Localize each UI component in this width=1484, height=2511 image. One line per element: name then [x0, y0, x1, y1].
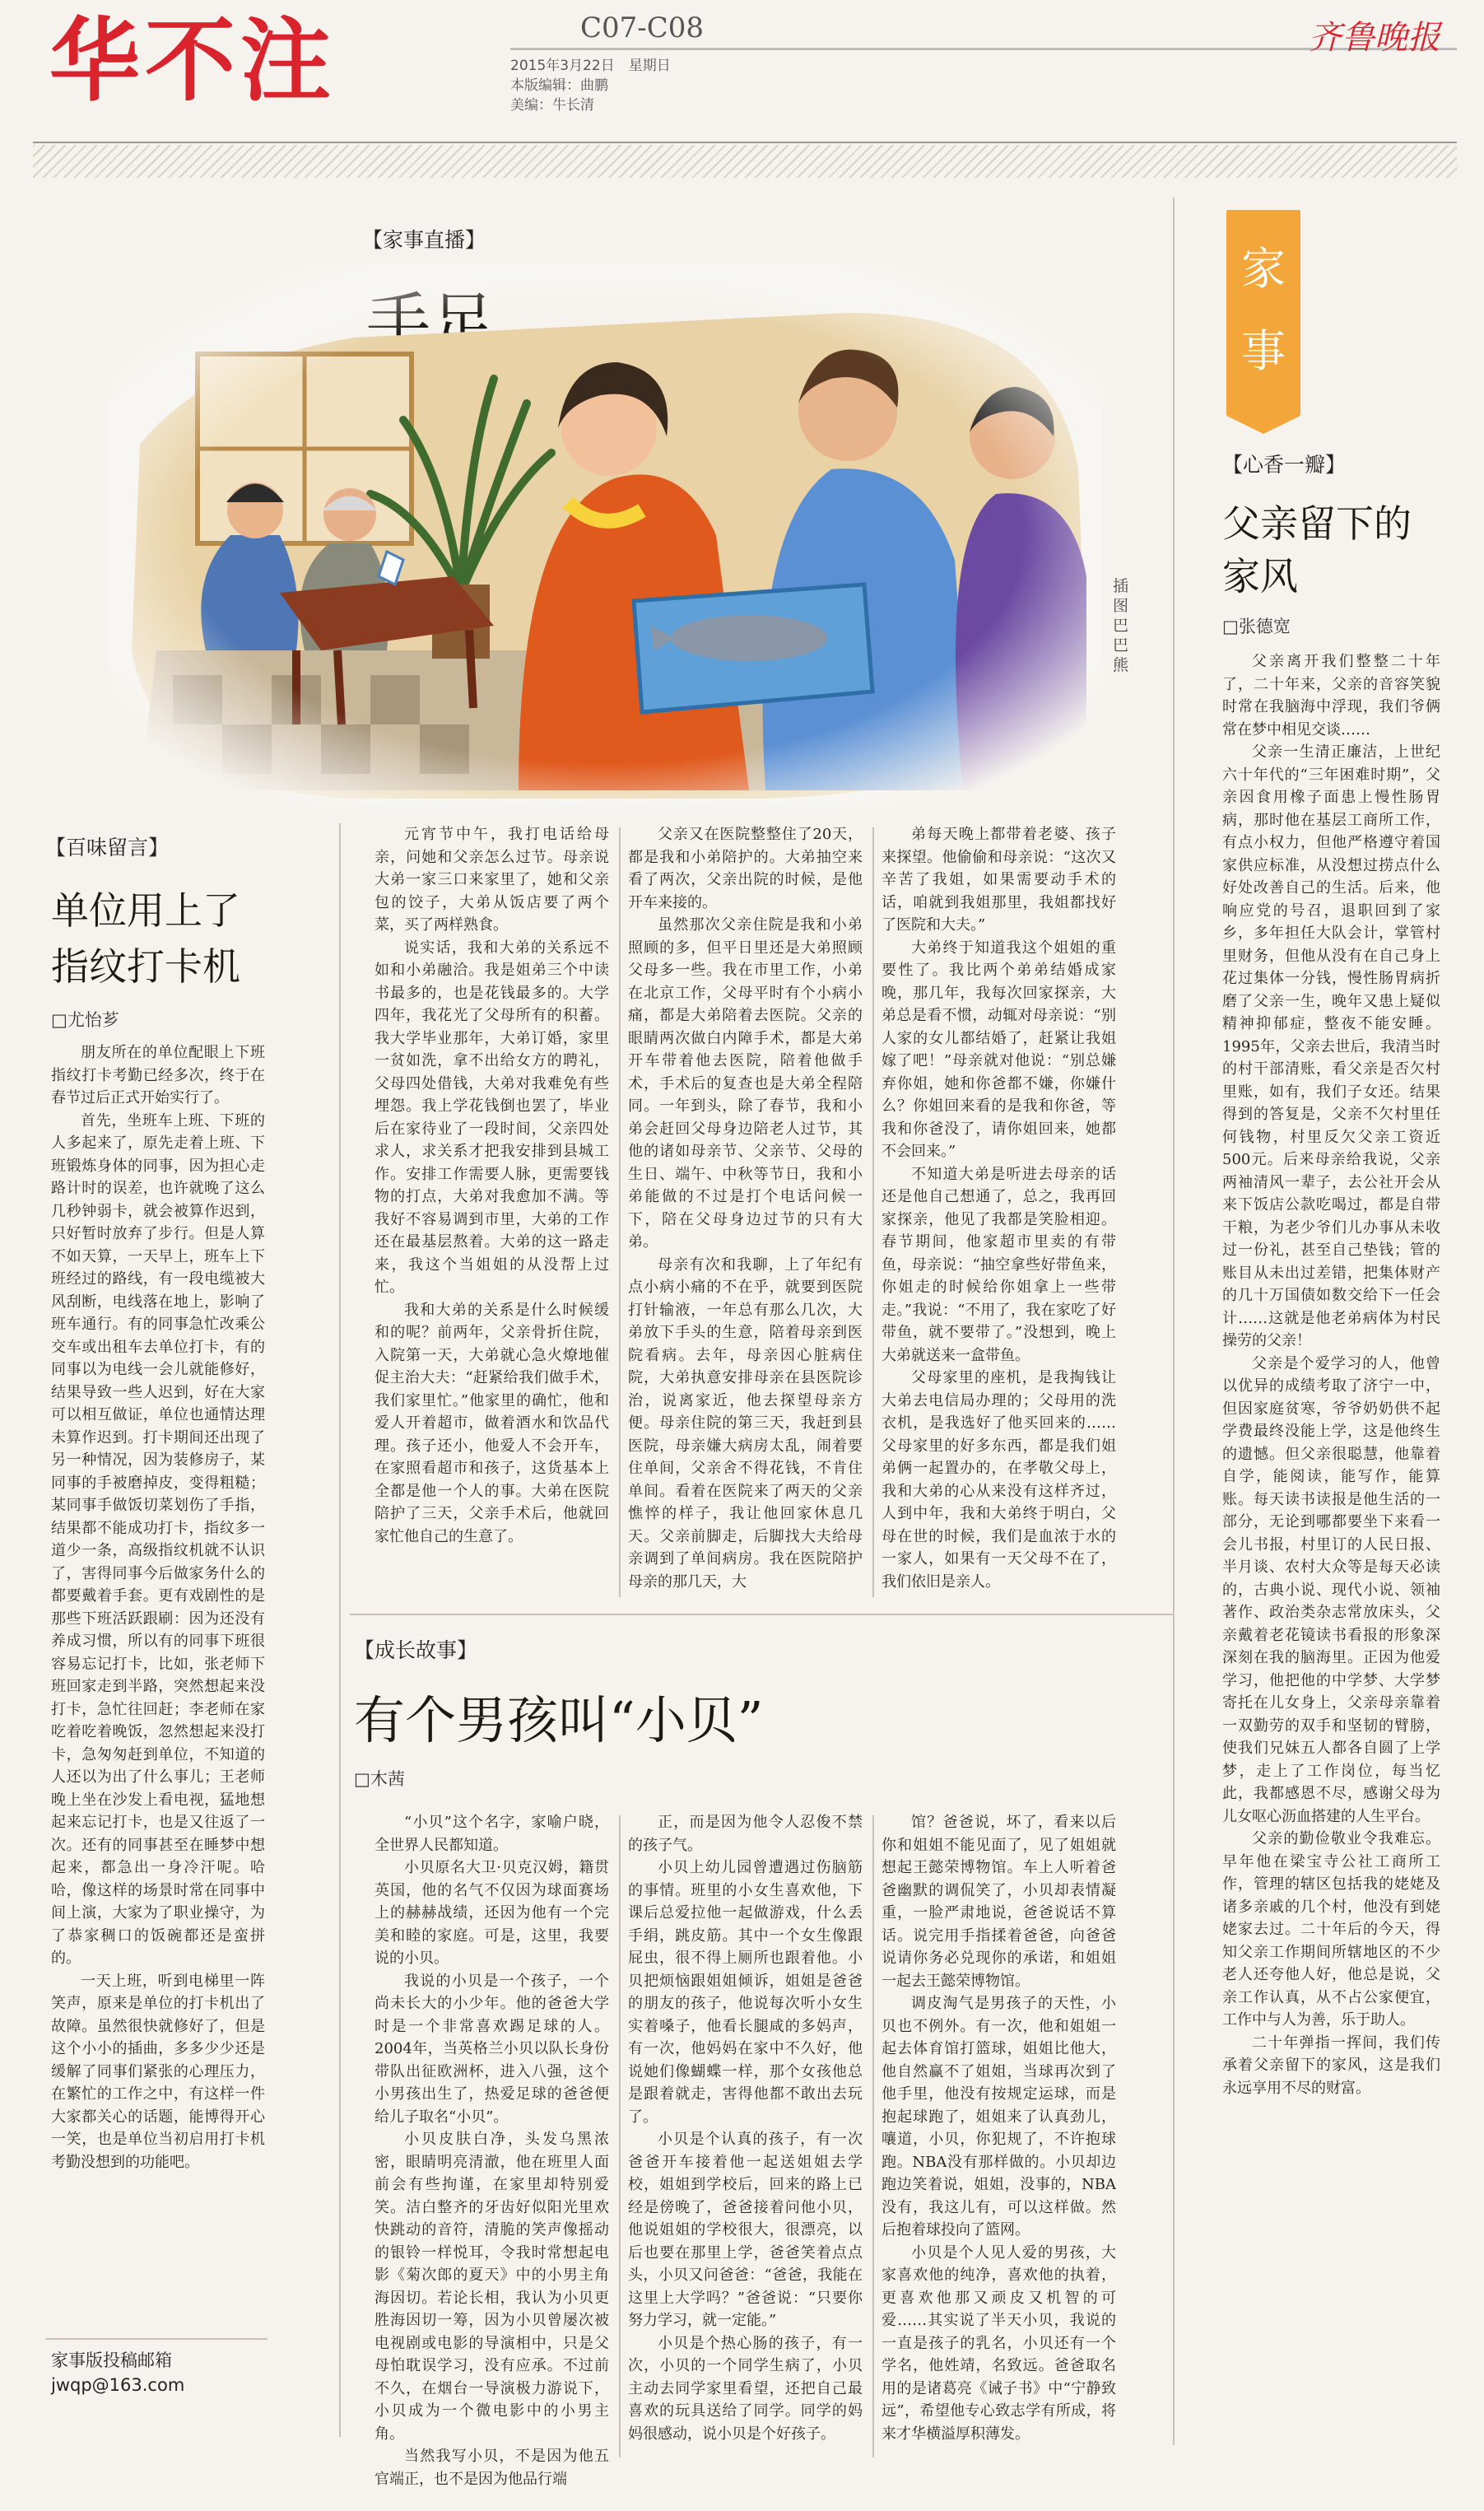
section-badge: 家事 [1226, 210, 1300, 416]
sidebar-divider [1173, 198, 1175, 2445]
main-story-col-2 [628, 823, 863, 1601]
paragraph: 小贝原名大卫·贝克汉姆，籍贯英国，他的名气不仅因为球面赛场上的赫赫战绩，还因为他有一个完美和睦的家庭。可是，这里，我要说的小贝。 [374, 1859, 609, 1967]
bottom-story-tag: 【成长故事】 [354, 1638, 478, 1662]
paragraph: 一天上班，听到电梯里一阵笑声，原来是单位的打卡机出了故障。虽然很快就修好了，但是这个小小的插曲，多多少少还是缓解了同事们紧张的心理压力，在繁忙的工作之中，有这样一件大家都关心的话题，能博得开心一笑，也是单位当初启用打卡机考勤没想到的功能吧。 [51, 1972, 265, 2171]
illustration-credit: 插图 巴巴熊 [1113, 577, 1129, 674]
paragraph: 虽然那次父亲住院是我和小弟照顾的多，但平日里还是大弟照顾父母多一些。我在市里工作，小弟在北京工作，父母平时有个小病小痛，都是大弟陪着去医院。父亲的眼睛两次做白内障手术，都是大弟开车带着他去医院，陪着他做手术，手术后的复查也是大弟全程陪同。一年到头，除了春节，我和小弟会赶回父母身边陪老人过节，其他的诸如母亲节、父亲节、父母的生日、端午、中秋等节日，我和小弟能做的不过是打个电话问候一下，陪在父母身边过节的只有大弟。 [628, 916, 863, 1251]
page-designer: 美编：牛长清 [510, 97, 594, 114]
bottom-story-col-3 [882, 1811, 1116, 2462]
main-story-tag: 【家事直播】 [362, 228, 486, 252]
paragraph: 弟每天晚上都带着老婆、孩子来探望。他偷偷和母亲说：“这次又辛苦了我姐，如果需要动手术的话，咱就到我姐那里，我姐都找好了医院和大夫。” [882, 826, 1116, 934]
left-story-byline: □尤怡芗 [51, 1010, 119, 1030]
paragraph: 父亲的勤俭敬业令我难忘。早年他在梁宝寺公社工商所工作，管理的辖区包括我的姥姥及诸多亲戚的几个村，他没有到姥姥家去过。二十年后的今天，得知父亲工作期间所辖地区的不少老人还夸他人好，他总是说，父亲工作认真，从不占公家便宜，工作中与人为善，乐于助人。 [1222, 1830, 1440, 2029]
paragraph: 父母家里的座机，是我掏钱让大弟去电信局办理的；父母用的洗衣机，是我选好了他买回来的……父母家里的好多东西，都是我们姐弟俩一起置办的，在孝敬父母上，我和大弟的心从来没有这样齐过，人到中年，我和大弟终于明白，父母在世的时候，我们是血浓于水的一家人，如果有一天父母不在了，我们依旧是亲人。 [882, 1369, 1116, 1591]
paragraph: 父亲是个爱学习的人，他曾以优异的成绩考取了济宁一中，但因家庭贫寒，爷爷奶奶供不起学费最终没能上学，这是他终生的遗憾。但父亲很聪慧，他靠着自学，能阅读，能写作，能算账。每天读书读报是他生活的一部分，无论到哪都要坐下来看一会儿书报，村里订的人民日报、半月谈、农村大众等是每天必读的，古典小说、现代小说、领袖著作、政治类杂志常放床头，父亲戴着老花镜读书看报的形象深深刻在我的脑海里。正因为他爱学习，他把他的中学梦、大学梦寄托在儿女身上，父亲母亲靠着一双勤劳的双手和坚韧的臂膀，使我们兄妹五人都各自圆了上学梦，走上了工作岗位，每当忆此，我都感恩不尽，感谢父母为儿女呕心沥血搭建的人生平台。 [1222, 1354, 1440, 1825]
paragraph: 父亲一生清正廉洁，上世纪六十年代的“三年困难时期”，父亲因食用橡子面患上慢性肠胃病，那时他在基层工商所工作，有点小权力，但他严格遵守着国家供应标准，从没想过捞点什么好处改善自己的生活。后来，他响应党的号召，退职回到了家乡，多年担任大队会计，掌管村里财务，但他从没有在自己身上花过集体一分钱，慢性肠胃病折磨了父亲一生，晚年又患上疑似精神抑郁症，整夜不能安睡。1995年，父亲去世后，我清当时的村干部清账，看父亲是否欠村里账，如有，我们子女还。结果得到的答复是，父亲不欠村里任何钱物，村里反欠父亲工资近500元。后来母亲给我说，父亲两袖清风一辈子，去公社开会从来下饭店公款吃喝过，都是自带干粮，为老少爷们儿办事从未收过一份礼，甚至自己垫钱；管的账目从未出过差错，把集体财产的几十万国债如数交给下一任会计……这就是他老弟病体为村民操劳的父亲！ [1222, 743, 1440, 1349]
bottom-story-byline: □木茜 [354, 1769, 405, 1789]
paragraph: 说实话，我和大弟的关系远不如和小弟融洽。我是姐弟三个中读书最多的，也是花钱最多的。大学四年，我花光了父母所有的积蓄。我大学毕业那年，大弟订婚，家里一贫如洗，拿不出给女方的聘礼，父母四处借钱，大弟对我难免有些埋怨。我上学花钱倒也罢了，毕业后在家待业了一段时间，父亲四处求人，求关系才把我安排到县城工作。安排工作需要人脉，更需要钱物的打点，大弟对我愈加不满。等我好不容易调到市里，大弟的工作还在最基层熬着。大弟的这一路走来，我这个当姐姐的从没帮上过忙。 [374, 939, 609, 1296]
side-story-tag: 【心香一瓣】 [1222, 453, 1347, 477]
masthead-title: 华不注 [49, 8, 336, 114]
main-story-col-3 [882, 823, 1116, 1601]
paragraph: 当然我写小贝，不是因为他五官端正，也不是因为他品行端 [374, 2448, 609, 2488]
paragraph: 母亲有次和我聊，上了年纪有点小病小痛的不在乎，就要到医院打针输液，一年总有那么几次，大弟放下手头的生意，陪着母亲到医院看病。去年，母亲因心脏病住院，大弟执意安排母亲在县医院诊治，说离家近，他去探望母亲方便。母亲住院的第三天，我赶到县医院，母亲嫌大病房太乱，闹着要住单间，父亲舍不得花钱，不肯住单间。看着在医院来了两天的父亲憔悴的样子，我让他回家休息几天。父亲前脚走，后脚找大夫给母亲调到了单间病房。我在医院陪护母亲的那几天，大 [628, 1256, 863, 1591]
column-divider [619, 827, 621, 1597]
paragraph: 我和大弟的关系是什么时候缓和的呢？前两年，父亲骨折住院，入院第一天，大弟就心急火燎地催促主治大夫：“赶紧给我们做手术，我们家里忙。”他家里的确忙，他和爱人开着超市，做着酒水和饮品代理。孩子还小，他爱人不会开车，在家照看超市和孩子，这货基本上全都是他一个人的事。大弟在医院陪护了三天，父亲手术后，他就回家忙他自己的生意了。 [374, 1301, 609, 1545]
paragraph: 小贝是个认真的孩子，有一次爸爸开车接着他一起送姐姐去学校，姐姐到学校后，回来的路上已经是傍晚了，爸爸接着问他小贝，他说姐姐的学校很大，很漂亮，以后也要在那里上学，爸爸笑着点点头，小贝又问爸爸：“爸爸，我能在这里上大学吗？”爸爸说：“只要你努力学习，就一定能。” [628, 2131, 863, 2329]
paragraph: 小贝上幼儿园曾遭遇过伤脑筋的事情。班里的小女生喜欢他，下课后总爱拉他一起做游戏，什么丢手绢，跳皮筋。其中一个女生像跟屁虫，很不得上厕所也跟着他。小贝把烦恼跟姐姐倾诉，姐姐是爸爸的朋友的孩子，他说每次听小女生实着嗓子，他看长腿咸的多妈声，有一次，他妈妈在家中不久好，他说她们像蝴蝶一样，那个女孩他总是跟着就走，害得他都不敢出去玩了。 [628, 1859, 863, 2126]
story-illustration [107, 263, 1103, 807]
hatch-band [33, 145, 1457, 178]
newspaper-logo: 齐鲁晚报 [1309, 19, 1440, 57]
section-badge-tail [1226, 416, 1300, 434]
left-story-body [51, 1041, 265, 2313]
paragraph: 大弟终于知道我这个姐姐的重要性了。我比两个弟弟结婚成家晚，那几年，我每次回家探亲，大弟总是看不惯，动辄对母亲说：“别人家的女儿都结婚了，赶紧让我姐嫁了吧！”母亲就对他说：“别总嫌弃你姐，她和你爸都不嫌，你嫌什么？你姐回来看的是我和你爸，等我和你爸没了，请你姐回来，她都不会回来。” [882, 939, 1116, 1160]
column-divider [872, 827, 874, 1597]
bottom-story-col-2 [628, 1811, 863, 2462]
main-story-col-1 [374, 823, 609, 1601]
bottom-story-col-1 [374, 1811, 609, 2488]
masthead-meta [510, 56, 671, 115]
contact-email: jwqp@163.com [51, 2375, 185, 2395]
paragraph: 我说的小贝是一个孩子，一个尚未长大的小少年。他的爸爸大学时是一个非常喜欢踢足球的人。2004年，当英格兰小贝以队长身份带队出征欧洲杯，进入八强，这个小男孩出生了，热爱足球的爸爸便给儿子取名“小贝”。 [374, 1972, 609, 2126]
paragraph: 父亲又在医院整整住了20天，都是我和小弟陪护的。大弟抽空来看了两次，父亲出院的时候，是他开车来接的。 [628, 826, 863, 911]
left-story-title-2: 指纹打卡机 [51, 944, 240, 989]
contact-label: 家事版投稿邮箱 [51, 2350, 172, 2370]
paragraph: 小贝是个人见人爱的男孩，大家喜欢他的纯净，喜欢他的执着，更喜欢他那又顽皮又机智的可爱……其实说了半天小贝，我说的一直是孩子的乳名，小贝还有一个学名，他姓靖，名致远。爸爸取名用的是诸葛亮《诫子书》中“宁静致远”，希望他专心致志学有所成，将来才华横溢厚积薄发。 [882, 2243, 1116, 2443]
contact-block [51, 2348, 184, 2397]
issue-date: 2015年3月22日 星期日 [510, 58, 671, 74]
left-story-tag: 【百味留言】 [45, 836, 170, 860]
page-numbers: C07-C08 [580, 12, 705, 44]
paragraph: 小贝是个热心肠的孩子，有一次，小贝的一个同学生病了，小贝主动去同学家里看望，还把自己最喜欢的玩具送给了同学。同学的妈妈很感动，说小贝是个好孩子。 [628, 2334, 863, 2443]
paragraph: 元宵节中午，我打电话给母亲，问她和父亲怎么过节。母亲说大弟一家三口来家里了，她和父亲包的饺子，大弟从饭店要了两个菜，买了两样熟食。 [374, 826, 609, 934]
paragraph: 正，而是因为他令人忍俊不禁的孩子气。 [628, 1814, 863, 1854]
left-story-title-1: 单位用上了 [51, 888, 240, 933]
column-divider [619, 1815, 621, 2457]
side-story-title-1: 父亲留下的 [1222, 501, 1412, 546]
paragraph: 不知道大弟是听进去母亲的话还是他自己想通了，总之，我再回家探亲，他见了我都是笑脸相迎。春节期间，他家超市里卖的有带鱼，母亲说：“抽空拿些好带鱼来，你姐走的时候给你姐拿上一些带走。”我说：“不用了，我在家吃了好带鱼，就不要带了。”没想到，晚上大弟就送来一盒带鱼。 [882, 1165, 1116, 1364]
paragraph: 首先，坐班车上班、下班的人多起来了，原先走着上班、下班锻炼身体的同事，因为担心走路计时的误差，也许就晚了这么几秒钟弱卡，就会被算作迟到，只好暂时放弃了步行。但是人算不如天算，一天早上，班车上下班经过的路线，有一段电缆被大风刮断，电线落在地上，影响了班车通行。有的同事急忙改乘公交车或出租车去单位打卡，有的同事以为电线一会儿就能修好，结果导致一些人迟到，好在大家可以相互做证，单位也通情达理未算作迟到。打卡期间还出现了另一种情况，因为装修房子，某同事的手被磨掉皮，变得粗糙；某同事手做饭切菜划伤了手指，结果都不能成功打卡，指纹多一道少一条，高级指纹机就不认识了，害得同事今后做家务什么的都要戴着手套。更有戏剧性的是那些下班活跃跟刷：因为还没有养成习惯，所以有的同事下班很容易忘记打卡，比如，张老师下班回家走到半路，突然想起来没打卡，急忙往回赶；李老师在家吃着吃着晚饭，忽然想起来没打卡，急匆匆赶到单位，不知道的人还以为出了什么事儿；王老师晚上坐在沙发上看电视，猛地想起来忘记打卡，也是又往返了一次。还有的同事甚至在睡梦中想起来，都急出一身冷汗呢。哈哈，像这样的场景时常在同事中间上演，大家为了职业操守，为了恭家稠口的饭碗都还是蛮拼的。 [51, 1111, 265, 1967]
side-story-title-2: 家风 [1222, 554, 1298, 599]
paragraph: “小贝”这个名字，家喻户晓，全世界人民都知道。 [374, 1814, 609, 1854]
side-story-body [1222, 650, 1440, 2470]
paragraph: 馆？爸爸说，坏了，看来以后你和姐姐不能见面了，见了姐姐就想起王懿荣博物馆。车上人听着爸爸幽默的调侃笑了，小贝却表情凝重，一脸严肃地说，爸爸说话不算话。说完用手指揉着爸爸，向爸爸说请你务必兑现你的承诺，和姐姐一起去王懿荣博物馆。 [882, 1814, 1116, 1990]
paragraph: 小贝皮肤白净，头发乌黑浓密，眼睛明亮清澈，他在班里人面前会有些拘谨，在家里却特别爱笑。洁白整齐的牙齿好似阳光里欢快跳动的音符，清脆的笑声像摇动的银铃一样悦耳，令我时常想起电影《菊次郎的夏天》中的小男主角海因切。若论长相，我认为小贝更胜海因切一筹，因为小贝曾屡次被电视剧或电影的导演相中，只是父母怕耽误学习，没有应承。不过前不久，在烟台一导演极力游说下，小贝成为一个微电影中的小男主角。 [374, 2131, 609, 2443]
paragraph: 调皮淘气是男孩子的天性，小贝也不例外。有一次，他和姐姐一起去体育馆打篮球，姐姐比他大，他自然赢不了姐姐，当球再次到了他手里，他没有按规定运球，而是抱起球跑了，姐姐来了认真劲儿，嚷道，小贝，你犯规了，不许抱球跑。NBA没有那样做的。小贝却边跑边笑着说，姐姐，没事的，NBA没有，我这儿有，可以这样做。然后抱着球投向了篮网。 [882, 1995, 1116, 2238]
column-divider [872, 1815, 874, 2457]
paragraph: 父亲离开我们整整二十年了，二十年来，父亲的音容笑貌时常在我脑海中浮现，我们爷俩常在梦中相见交谈…… [1222, 653, 1440, 738]
page-editor: 本版编辑：曲鹏 [510, 77, 608, 94]
contact-divider [45, 2338, 267, 2340]
bottom-story-title: 有个男孩叫“小贝” [354, 1690, 764, 1750]
side-story-byline: □张德宽 [1222, 617, 1291, 636]
masthead-divider [33, 142, 1457, 143]
paragraph: 朋友所在的单位配眼上下班指纹打卡考勤已经多次，终于在春节过后正式开始实行了。 [51, 1044, 265, 1106]
paragraph: 二十年弹指一挥间，我们传承着父亲留下的家风，这是我们永远享用不尽的财富。 [1222, 2033, 1440, 2097]
section-divider [350, 1614, 1173, 1615]
section-divider [339, 823, 341, 2437]
